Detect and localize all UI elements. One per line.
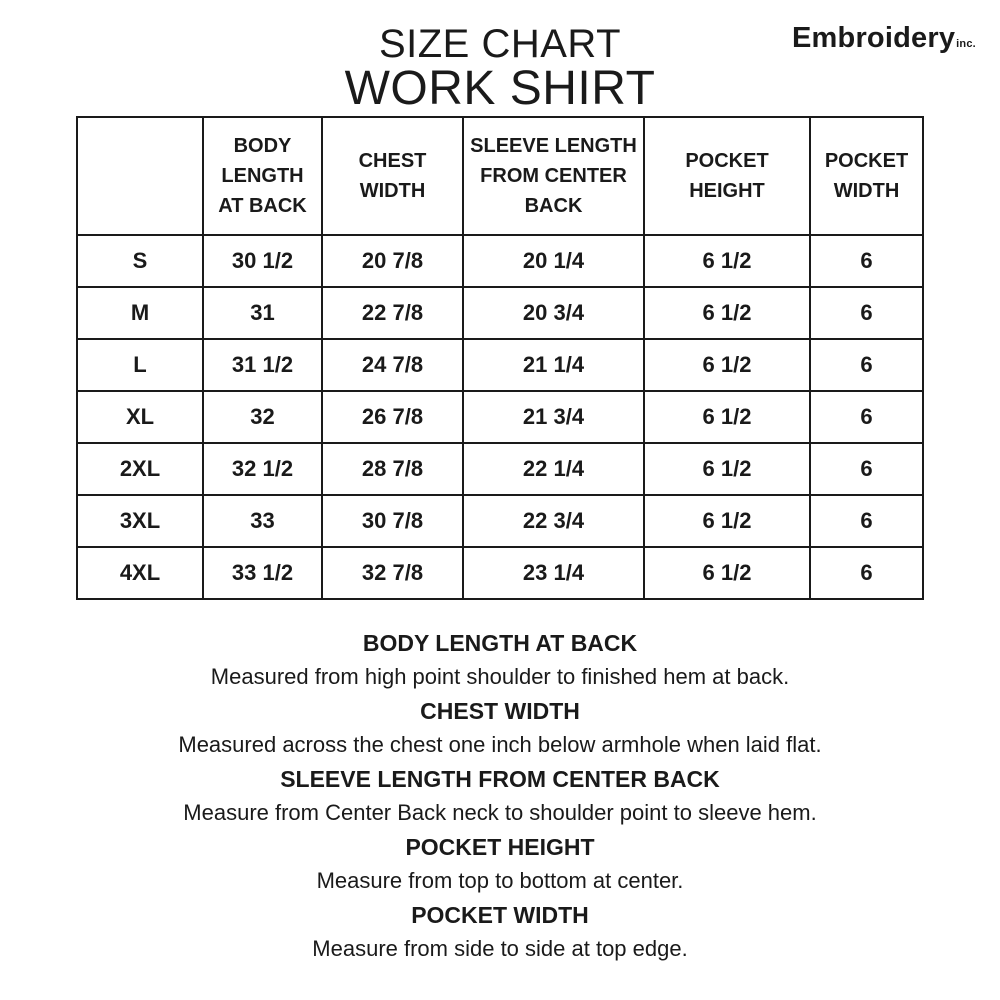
cell-pocket-width: 6 [810, 391, 923, 443]
cell-body-length: 31 [203, 287, 322, 339]
table-row [77, 391, 923, 443]
cell-pocket-width: 6 [810, 235, 923, 287]
cell-body-length: 32 1/2 [203, 443, 322, 495]
table-row [77, 339, 923, 391]
cell-chest-width: 20 7/8 [322, 235, 463, 287]
cell-body-length: 33 [203, 495, 322, 547]
cell-body-length: 31 1/2 [203, 339, 322, 391]
chart-title: SIZE CHART [378, 22, 622, 66]
definition-text: Measure from side to side at top edge. [312, 936, 688, 961]
cell-pocket-height: 6 1/2 [644, 391, 810, 443]
header-size [77, 117, 203, 235]
cell-chest-width: 26 7/8 [322, 391, 463, 443]
definition-text: Measured across the chest one inch below armhole when laid flat. [178, 732, 822, 757]
cell-pocket-height: 6 1/2 [644, 443, 810, 495]
definition-text: Measure from top to bottom at center. [316, 868, 684, 893]
cell-body-length: 30 1/2 [203, 235, 322, 287]
table-row [77, 443, 923, 495]
cell-size: S [77, 235, 203, 287]
cell-sleeve-length: 23 1/4 [463, 547, 644, 599]
cell-size: 4XL [77, 547, 203, 599]
measurement-definitions [0, 626, 1000, 966]
brand-logo-name: Embroidery [792, 22, 956, 54]
header-pocket-height: POCKET HEIGHT [644, 117, 810, 235]
header-pocket-width: POCKET WIDTH [810, 117, 923, 235]
cell-chest-width: 28 7/8 [322, 443, 463, 495]
definition-text: Measure from Center Back neck to shoulder point to sleeve hem. [183, 800, 817, 825]
chart-subtitle: WORK SHIRT [344, 62, 656, 115]
cell-size: M [77, 287, 203, 339]
definition-term: BODY LENGTH AT BACK [362, 630, 638, 656]
cell-size: L [77, 339, 203, 391]
header-chest-width: CHEST WIDTH [322, 117, 463, 235]
cell-sleeve-length: 21 1/4 [463, 339, 644, 391]
cell-pocket-width: 6 [810, 495, 923, 547]
cell-sleeve-length: 22 1/4 [463, 443, 644, 495]
cell-pocket-width: 6 [810, 547, 923, 599]
table-header-row [77, 117, 923, 235]
cell-size: XL [77, 391, 203, 443]
header-body-length: BODY LENGTH AT BACK [203, 117, 322, 235]
brand-logo-suffix: inc. [956, 38, 976, 50]
cell-size: 2XL [77, 443, 203, 495]
table-row [77, 547, 923, 599]
definition-term: SLEEVE LENGTH FROM CENTER BACK [280, 766, 720, 792]
cell-sleeve-length: 20 1/4 [463, 235, 644, 287]
cell-size: 3XL [77, 495, 203, 547]
cell-pocket-height: 6 1/2 [644, 235, 810, 287]
cell-pocket-height: 6 1/2 [644, 287, 810, 339]
cell-pocket-width: 6 [810, 443, 923, 495]
cell-pocket-width: 6 [810, 287, 923, 339]
table-row [77, 287, 923, 339]
cell-chest-width: 32 7/8 [322, 547, 463, 599]
cell-body-length: 32 [203, 391, 322, 443]
cell-pocket-height: 6 1/2 [644, 547, 810, 599]
cell-body-length: 33 1/2 [203, 547, 322, 599]
cell-pocket-width: 6 [810, 339, 923, 391]
cell-pocket-height: 6 1/2 [644, 339, 810, 391]
cell-sleeve-length: 21 3/4 [463, 391, 644, 443]
size-chart-table [76, 116, 924, 600]
definition-text: Measured from high point shoulder to finished hem at back. [210, 664, 790, 689]
brand-logo [792, 22, 976, 55]
cell-pocket-height: 6 1/2 [644, 495, 810, 547]
cell-sleeve-length: 20 3/4 [463, 287, 644, 339]
definition-term: POCKET WIDTH [411, 902, 589, 928]
cell-chest-width: 30 7/8 [322, 495, 463, 547]
cell-chest-width: 22 7/8 [322, 287, 463, 339]
cell-chest-width: 24 7/8 [322, 339, 463, 391]
table-row [77, 495, 923, 547]
header-sleeve-length: SLEEVE LENGTH FROM CENTER BACK [463, 117, 644, 235]
cell-sleeve-length: 22 3/4 [463, 495, 644, 547]
table-row [77, 235, 923, 287]
definition-term: CHEST WIDTH [420, 698, 580, 724]
definition-term: POCKET HEIGHT [405, 834, 595, 860]
